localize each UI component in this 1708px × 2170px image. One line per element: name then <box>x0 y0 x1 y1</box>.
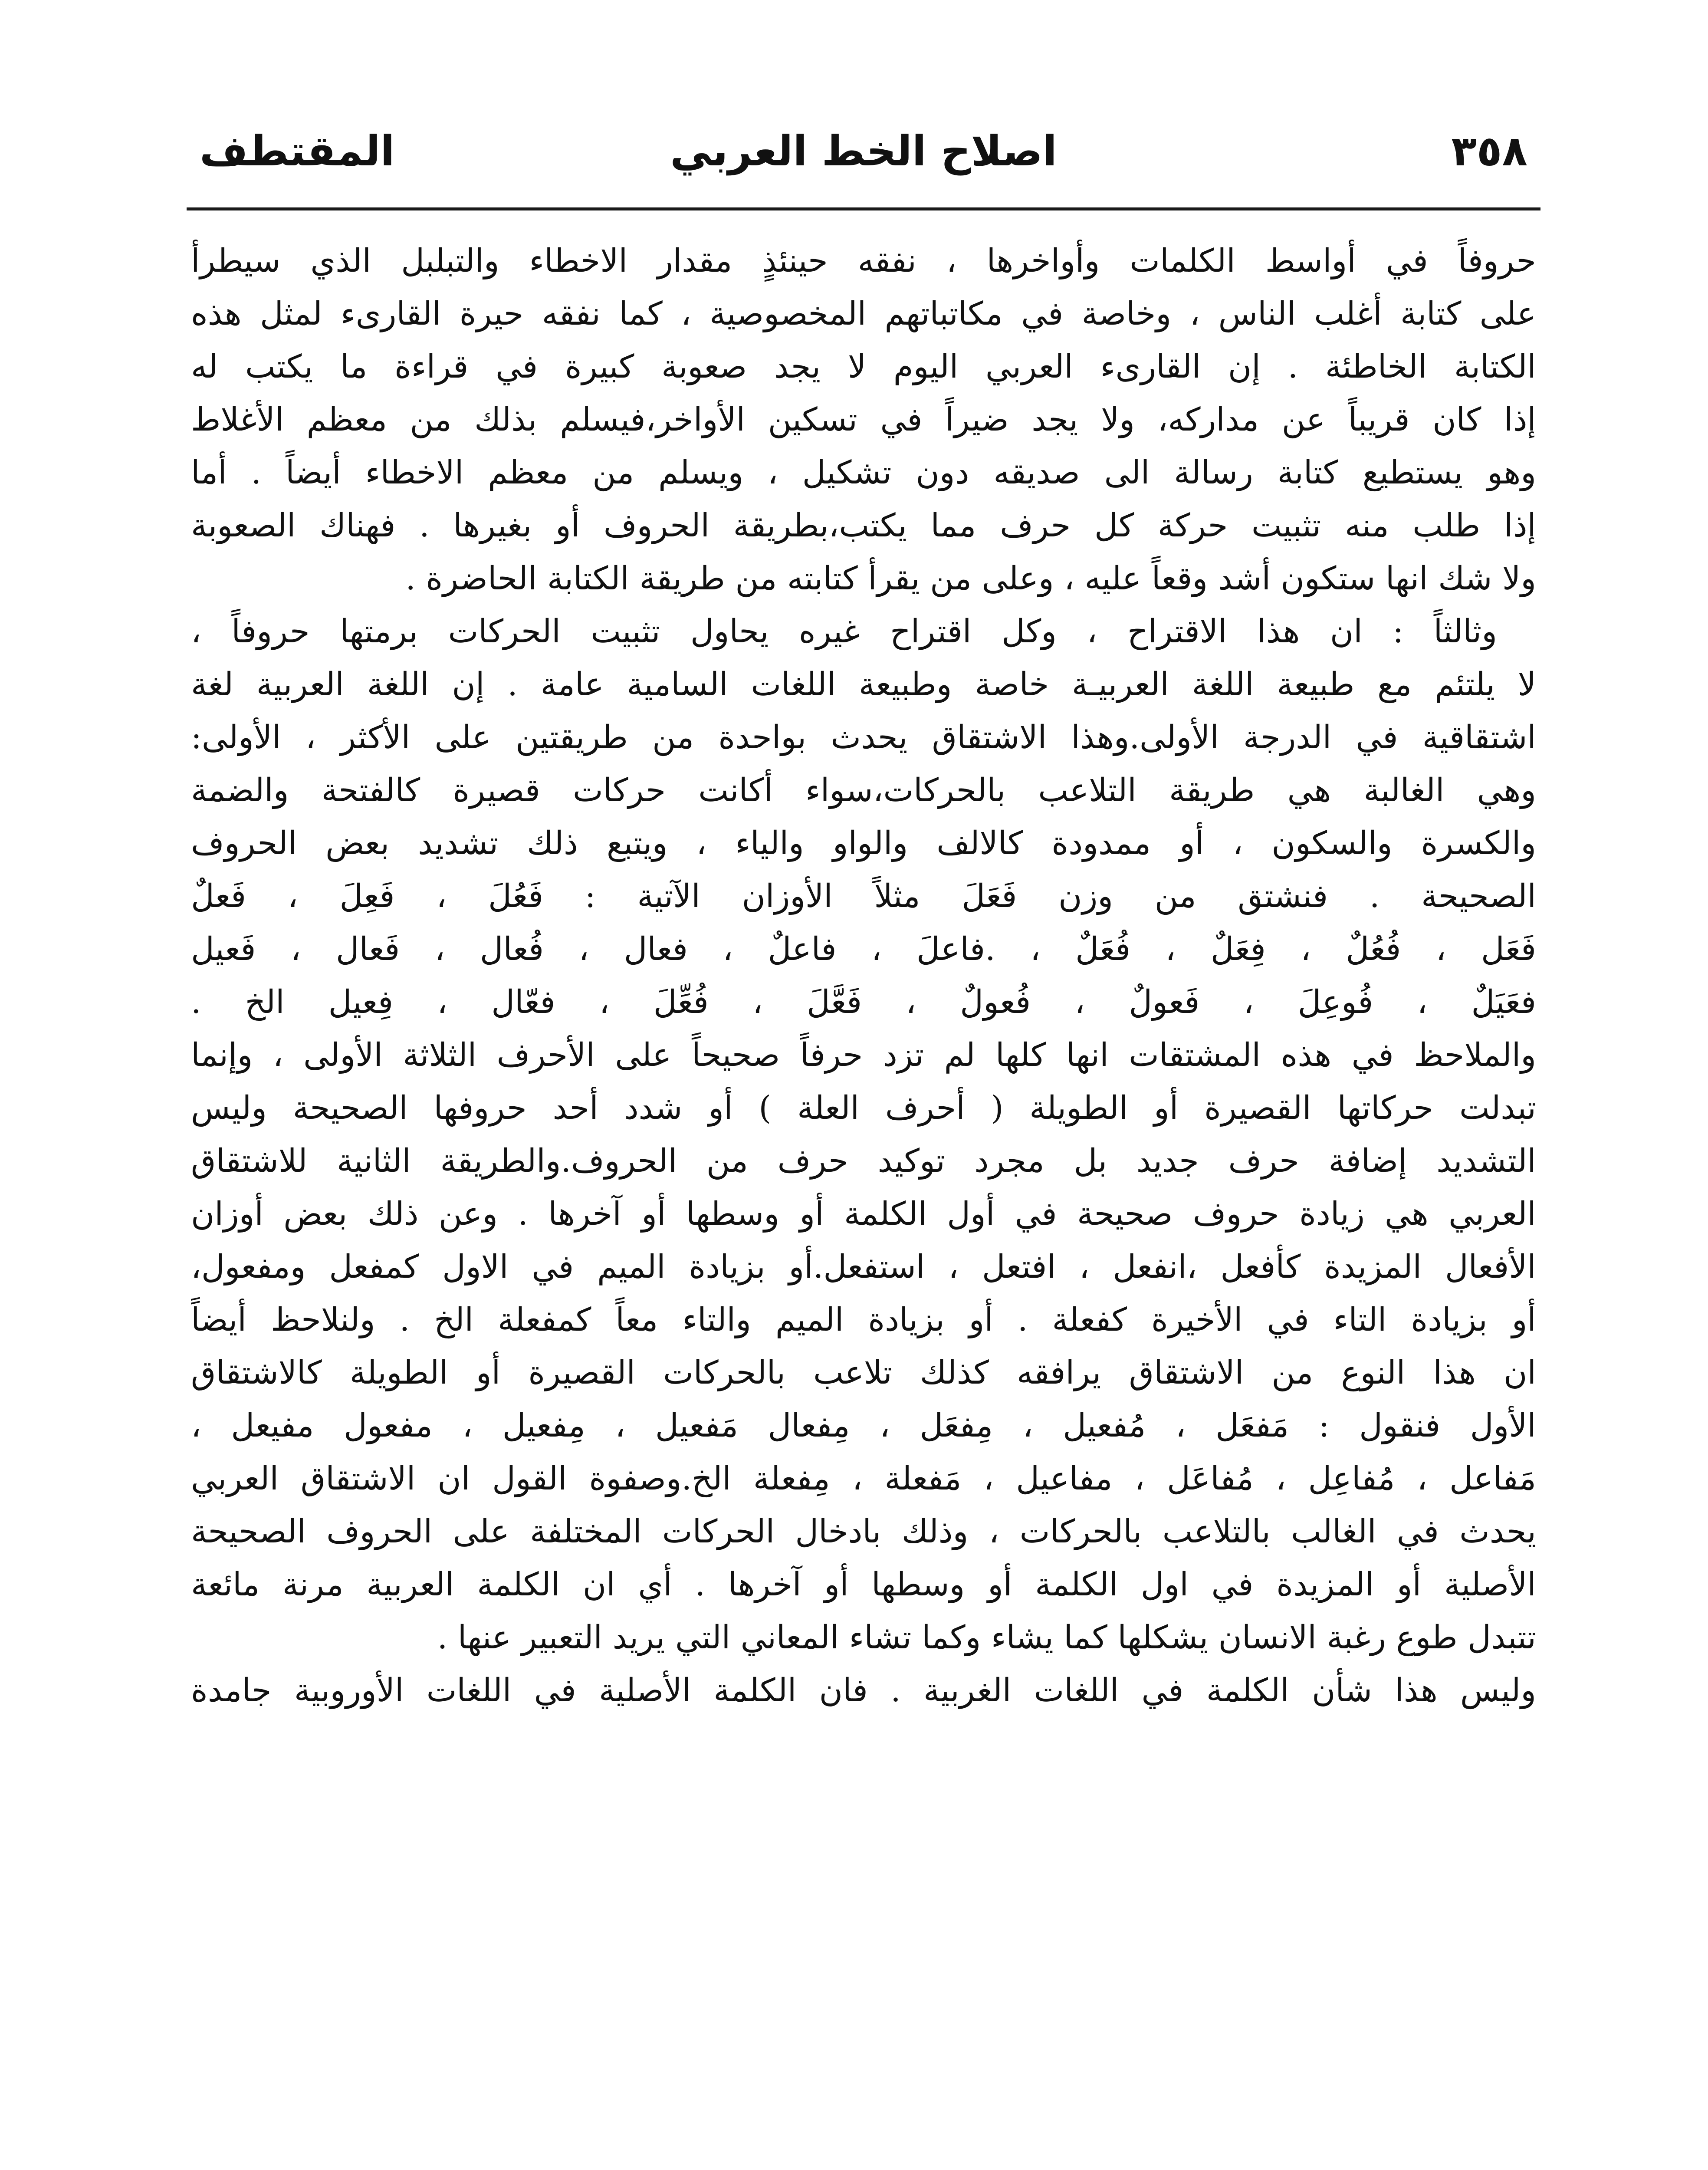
text-line: تتبدل طوع رغبة الانسان يشكلها كما يشاء وكما تشاء المعاني التي يريد التعبير عنها . <box>437 1619 1536 1656</box>
text-line: العربي هي زيادة حروف صحيحة في أول الكلمة أو وسطها أو آخرها . وعن ذلك بعض أوزان <box>191 1195 1536 1233</box>
text-line: الأفعال المزيدة كأفعل ،انفعل ، افتعل ، استفعل.أو بزيادة الميم في الاول كمفعل ومفعول، <box>191 1248 1536 1286</box>
text-line: لا يلتئم مع طبيعة اللغة العربيـة خاصة وطبيعة اللغات السامية عامة . إن اللغة العربية لغة <box>191 666 1536 703</box>
text-line: التشديد إضافة حرف جديد بل مجرد توكيد حرف من الحروف.والطريقة الثانية للاشتقاق <box>191 1142 1536 1180</box>
text-line: والملاحظ في هذه المشتقات انها كلها لم تزد حرفاً صحيحاً على الأحرف الثلاثة الأولى ، وإنما <box>191 1036 1536 1074</box>
paragraph-first-line: وثالثاً : ان هذا الاقتراح ، وكل اقتراح غيره يحاول تثبيت الحركات برمتها حروفاً ، <box>191 613 1497 650</box>
journal-name: المقتطف <box>200 127 395 175</box>
text-line: حروفاً في أواسط الكلمات وأواخرها ، نفقه حينئذٍ مقدار الاخطاء والتبلبل الذي سيطرأ <box>191 242 1536 279</box>
paragraph-first-line: وليس هذا شأن الكلمة في اللغات الغربية . فان الكلمة الأصلية في اللغات الأوروبية جامدة <box>191 1672 1536 1709</box>
text-line: إذا كان قريباً عن مداركه، ولا يجد ضيراً في تسكين الأواخر،فيسلم بذلك من معظم الأغلاط <box>191 401 1536 438</box>
text-line: ان هذا النوع من الاشتقاق يرافقه كذلك تلاعب بالحركات القصيرة أو الطويلة كالاشتقاق <box>191 1354 1536 1391</box>
text-line: يحدث في الغالب بالتلاعب بالحركات ، وذلك بادخال الحركات المختلفة على الحروف الصحيحة <box>191 1513 1536 1550</box>
text-line: فَعَل ، فُعُلٌ ، فِعَلٌ ، فُعَلٌ ، .فاعلَ ، فاعلٌ ، فعال ، فُعال ، فَعال ، فَعيل <box>191 930 1536 968</box>
text-line: إذا طلب منه تثبيت حركة كل حرف مما يكتب،بطريقة الحروف أو بغيرها . فهناك الصعوبة <box>191 507 1536 544</box>
text-line: اشتقاقية في الدرجة الأولى.وهذا الاشتقاق يحدث بواحدة من طريقتين على الأكثر ، الأولى: <box>191 719 1536 756</box>
text-line: الأول فنقول : مَفعَل ، مُفعيل ، مِفعَل ، مِفعال مَفعيل ، مِفعيل ، مفعول مفيعل ، <box>191 1407 1536 1444</box>
text-line: ولا شك انها ستكون أشد وقعاً عليه ، وعلى من يقرأ كتابته من طريقة الكتابة الحاضرة . <box>405 560 1536 597</box>
header-rule <box>187 207 1540 210</box>
running-title: اصلاح الخط العربي <box>670 127 1057 175</box>
page-number: ٣٥٨ <box>1451 127 1527 175</box>
text-line: وهو يستطيع كتابة رسالة الى صديقه دون تشكيل ، ويسلم من معظم الاخطاء أيضاً . أما <box>191 454 1536 491</box>
text-line: تبدلت حركاتها القصيرة أو الطويلة ( أحرف العلة ) أو شدد أحد حروفها الصحيحة وليس <box>191 1089 1536 1127</box>
text-line: الأصلية أو المزيدة في اول الكلمة أو وسطها أو آخرها . أي ان الكلمة العربية مرنة مائعة <box>191 1566 1536 1603</box>
text-line: مَفاعل ، مُفاعِل ، مُفاعَل ، مفاعيل ، مَفعلة ، مِفعلة الخ.وصفوة القول ان الاشتقاق العربي <box>191 1460 1536 1497</box>
text-line: أو بزيادة التاء في الأخيرة كفعلة . أو بزيادة الميم والتاء معاً كمفعلة الخ . ولنلاحظ أيضاً <box>191 1301 1536 1338</box>
text-line: الكتابة الخاطئة . إن القارىء العربي اليوم لا يجد صعوبة كبيرة في قراءة ما يكتب له <box>191 348 1536 385</box>
text-line: على كتابة أغلب الناس ، وخاصة في مكاتباتهم المخصوصية ، كما نفقه حيرة القارىء لمثل هذه <box>191 295 1536 332</box>
text-line: والكسرة والسكون ، أو ممدودة كالالف والواو والياء ، ويتبع ذلك تشديد بعض الحروف <box>191 825 1536 862</box>
text-line: وهي الغالبة هي طريقة التلاعب بالحركات،سواء أكانت حركات قصيرة كالفتحة والضمة <box>191 772 1536 809</box>
text-line: الصحيحة . فنشتق من وزن فَعَلَ مثلاً الأوزان الآتية : فَعُلَ ، فَعِلَ ، فَعلٌ <box>191 878 1536 915</box>
page-header <box>187 116 1540 186</box>
text-line: فعَيَلٌ ، فُوعِلَ ، فَعولٌ ، فُعولٌ ، فَعَّلَ ، فُعِّلَ ، فعّال ، فِعيل الخ . <box>191 983 1536 1021</box>
body-text <box>191 234 1536 1717</box>
